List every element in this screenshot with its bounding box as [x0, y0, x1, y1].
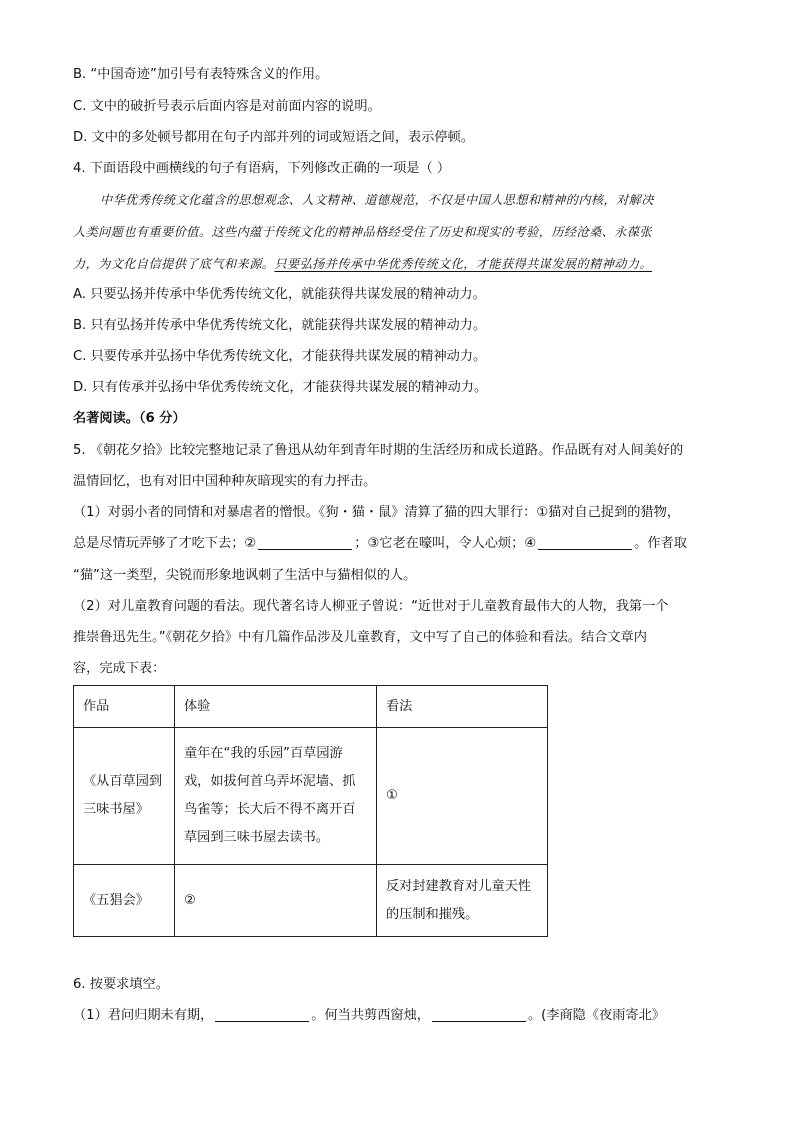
- question-5-line-2: 温情回忆，也有对旧中国种种灰暗现实的有力抨击。: [73, 474, 377, 489]
- part-1-text-a: 总是尽情玩弄够了才吃下去；②: [73, 536, 257, 551]
- part-1-text-b: ；③它老在嚎叫，令人心烦；④: [354, 536, 537, 551]
- answer-blank-2[interactable]: [258, 536, 352, 550]
- reading-table: [73, 685, 548, 937]
- q6-text-c: 。(李商隐《夜雨寄北》: [527, 1008, 665, 1023]
- table-cell-work: 《从百草园到三味书屋》: [74, 728, 175, 865]
- question-4-stem: 4. 下面语段中画横线的句子有语病，下列修改正确的一项是（ ）: [73, 161, 451, 176]
- answer-blank-q6-1[interactable]: [215, 1008, 309, 1022]
- question-5-part-1-line-2: [73, 535, 687, 553]
- question-5-part-2-line-3: 容，完成下表：: [73, 661, 166, 676]
- underlined-sentence: 只要弘扬并传承中华优秀传统文化，才能获得共谋发展的精神动力。: [274, 257, 653, 271]
- table-cell-view[interactable]: ①: [377, 728, 548, 865]
- option-c: C. 文中的破折号表示后面内容是对前面内容的说明。: [73, 99, 381, 114]
- question-4-option-b: B. 只有弘扬并传承中华优秀传统文化，就能获得共谋发展的精神动力。: [73, 318, 487, 333]
- question-4-option-d: D. 只有传承并弘扬中华优秀传统文化，才能获得共谋发展的精神动力。: [73, 380, 488, 395]
- table-row: [74, 865, 548, 937]
- passage-line-2: 人类问题也有重要价值。这些内蕴于传统文化的精神品格经受住了历史和现实的考验，历经沧桑、永葆张: [73, 225, 653, 239]
- passage-line-1: 中华优秀传统文化蕴含的思想观念、人文精神、道德规范，不仅是中国人思想和精神的内核，对解决: [100, 193, 654, 207]
- option-b: B. “中国奇迹”加引号有表特殊含义的作用。: [73, 67, 329, 82]
- table-cell-experience: 童年在“我的乐园”百草园游戏，如拔何首乌弄坏泥墙、抓鸟雀等；长大后不得不离开百草园到三味书屋去读书。: [175, 728, 377, 865]
- question-5-part-2-line-2: 推崇鲁迅先生。”《朝花夕拾》中有几篇作品涉及儿童教育，文中写了自己的体验和看法。结合文章内: [73, 630, 647, 645]
- header-experience: 体验: [175, 686, 377, 728]
- question-5-line-1: 5. 《朝花夕拾》比较完整地记录了鲁迅从幼年到青年时期的生活经历和成长道路。作品既有对人间美好的: [73, 443, 684, 458]
- question-4-option-a: A. 只要弘扬并传承中华优秀传统文化，就能获得共谋发展的精神动力。: [73, 287, 486, 302]
- question-5-part-1-line-3: “猫”这一类型，尖锐而形象地讽刺了生活中与猫相似的人。: [73, 568, 417, 583]
- header-work: 作品: [74, 686, 175, 728]
- table-cell-experience[interactable]: ②: [175, 865, 377, 937]
- table-row: [74, 728, 548, 865]
- part-1-text-c: 。作者取: [634, 536, 687, 551]
- table-header-row: [74, 686, 548, 728]
- header-view: 看法: [377, 686, 548, 728]
- question-5-part-2-line-1: （2）对儿童教育问题的看法。现代著名诗人柳亚子曾说：“近世对于儿童教育最伟大的人物，我第一个: [73, 599, 669, 614]
- question-6-line-1: [73, 1007, 665, 1025]
- question-5-part-1-line-1: （1）对弱小者的同情和对暴虐者的憎恨。《狗・猫・鼠》清算了猫的四大罪行：①猫对自己捉到的猎物，: [73, 505, 681, 520]
- answer-blank-4[interactable]: [538, 536, 632, 550]
- question-6-stem: 6. 按要求填空。: [73, 977, 169, 992]
- section-heading: 名著阅读。（6 分）: [73, 411, 186, 426]
- answer-blank-q6-2[interactable]: [432, 1008, 526, 1022]
- table-cell-view: 反对封建教育对儿童天性的压制和摧残。: [377, 865, 548, 937]
- option-d: D. 文中的多处顿号都用在句子内部并列的词或短语之间，表示停顿。: [73, 130, 474, 145]
- passage-line-3: [73, 256, 723, 272]
- table-cell-work: 《五猖会》: [74, 865, 175, 937]
- question-4-option-c: C. 只要传承并弘扬中华优秀传统文化，才能获得共谋发展的精神动力。: [73, 349, 487, 364]
- passage-line-3-text: 力，为文化自信提供了底气和来源。: [73, 257, 275, 271]
- q6-text-a: （1）君问归期未有期，: [73, 1008, 214, 1023]
- q6-text-b: 。何当共剪西窗烛，: [311, 1008, 430, 1023]
